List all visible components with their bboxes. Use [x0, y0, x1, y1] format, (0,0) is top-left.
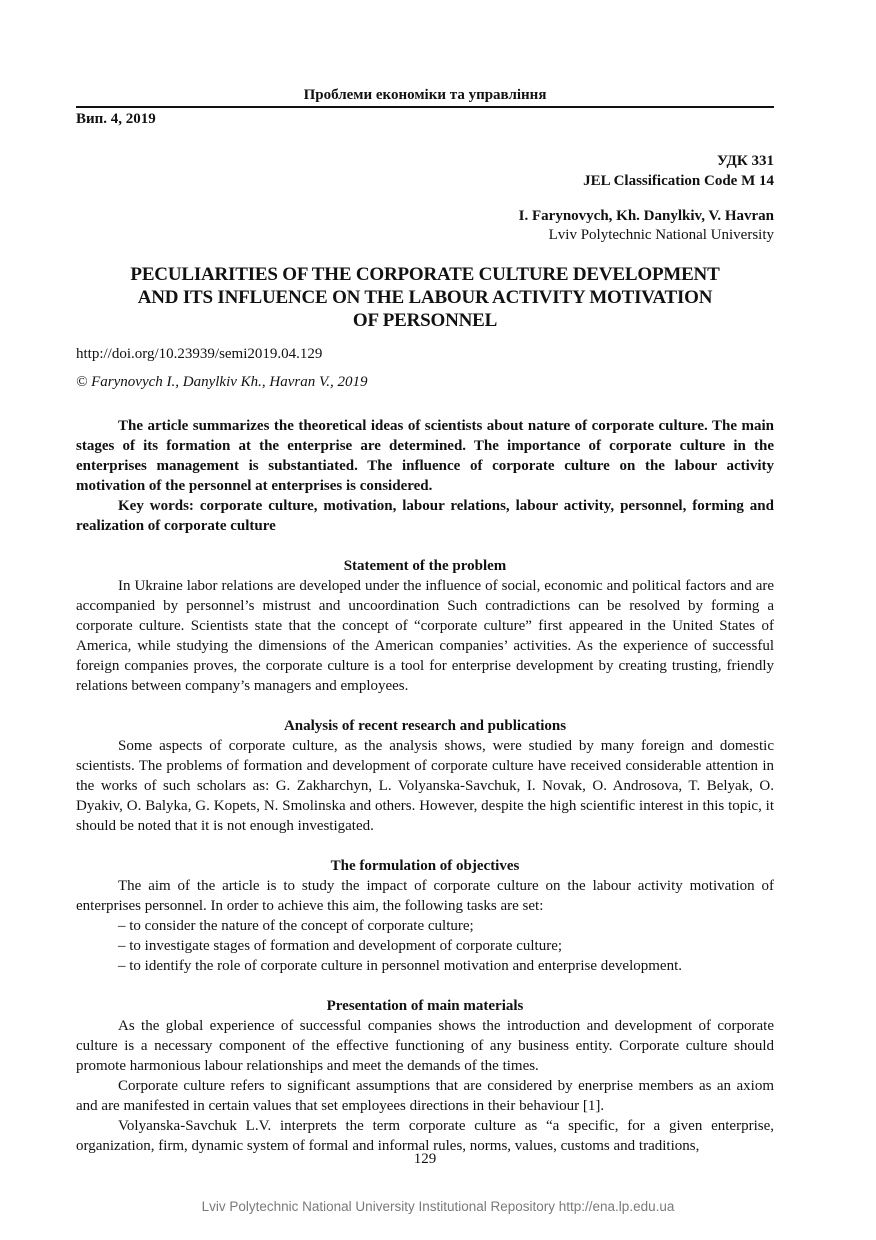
paragraph: The aim of the article is to study the impact of corporate culture on the labour activity motivation of enterprises personnel. In order to achieve this aim, the following tasks are set: — [76, 878, 774, 914]
jel-code: JEL Classification Code M 14 — [583, 173, 774, 189]
list-item: – to consider the nature of the concept of corporate culture; — [118, 918, 474, 934]
list-item: – to identify the role of corporate culture in personnel motivation and enterprise development. — [118, 958, 682, 974]
repository-footer: Lviv Polytechnic National University Institutional Repository http://ena.lp.edu.ua — [201, 1199, 675, 1214]
article-title — [76, 263, 774, 332]
authors-block — [519, 207, 774, 245]
author-affiliation: Lviv Polytechnic National University — [548, 227, 774, 243]
page-number: 129 — [413, 1151, 437, 1167]
title-line: AND ITS INFLUENCE ON THE LABOUR ACTIVITY MOTIVATION — [137, 287, 713, 308]
section-heading: Analysis of recent research and publications — [283, 718, 567, 734]
abstract-text: The article summarizes the theoretical ideas of scientists about nature of corporate culture. The main stages of its formation at the enterprise are determined. The importance of corporate culture in the enterprises management is substantiated. The influence of corporate culture on the labour activity motivation of the personnel at enterprises is considered. — [76, 418, 774, 494]
article-body — [76, 416, 774, 1156]
udk-code: УДК 331 — [717, 153, 774, 169]
paragraph: As the global experience of successful companies shows the introduction and development of corporate culture is a necessary component of the effective functioning of any business entity. Corporate culture should promote harmonious labour relationships and meet the demands of the times. — [76, 1018, 774, 1074]
copyright-notice: © Farynovych I., Danylkiv Kh., Havran V., 2019 — [76, 374, 368, 390]
header-rule — [76, 106, 774, 108]
section-heading: Statement of the problem — [343, 558, 507, 574]
paragraph: Corporate culture refers to significant assumptions that are considered by enerprise members as an axiom and are manifested in certain values that set employees directions in their behaviour [1]. — [76, 1078, 774, 1114]
paragraph: Some aspects of corporate culture, as the analysis shows, were studied by many foreign and domestic scientists. The problems of formation and development of corporate culture have received considerable attention in the works of such scholars as: G. Zakharchyn, L. Volyanska-Savchuk, I. Novak, O. Androsova, T. Belyak, O. Dyakiv, O. Balyka, G. Kopets, N. Smolinska and others. However, despite the high scientific interest in this topic, it should be noted that it is not enough investigated. — [76, 738, 774, 834]
section-heading: Presentation of main materials — [326, 998, 524, 1014]
task-list — [76, 916, 774, 976]
section-heading: The formulation of objectives — [330, 858, 520, 874]
issue-label: Вип. 4, 2019 — [76, 111, 156, 127]
paragraph: Volyanska-Savchuk L.V. interprets the term corporate culture as “a specific, for a given enterprise, organization, firm, dynamic system of formal and informal rules, norms, values, customs and traditions, — [76, 1118, 774, 1154]
title-line: PECULIARITIES OF THE CORPORATE CULTURE DEVELOPMENT — [130, 264, 720, 285]
list-item: – to investigate stages of formation and development of corporate culture; — [118, 938, 563, 954]
keywords: Key words: corporate culture, motivation, labour relations, labour activity, personnel, forming and realization of corporate culture — [76, 498, 774, 534]
classification-block — [583, 151, 774, 191]
abstract — [76, 416, 774, 536]
title-line: OF PERSONNEL — [352, 310, 498, 331]
author-names: I. Farynovych, Kh. Danylkiv, V. Havran — [518, 208, 774, 224]
doi-link[interactable]: http://doi.org/10.23939/semi2019.04.129 — [76, 346, 323, 362]
paragraph: In Ukraine labor relations are developed under the influence of social, economic and political factors and are accompanied by personnel’s mistrust and uncoordination Such contradictions can be resolved by forming a corporate culture. Scientists state that the concept of “corporate culture” first appeared in the United States of America, while studying the dimensions of the American companies’ activities. As the experience of successful foreign companies proves, the corporate culture is a tool for enterprise development by creating trusting, friendly relations between company’s managers and employees. — [76, 578, 774, 694]
journal-title: Проблеми економіки та управління — [303, 87, 547, 103]
